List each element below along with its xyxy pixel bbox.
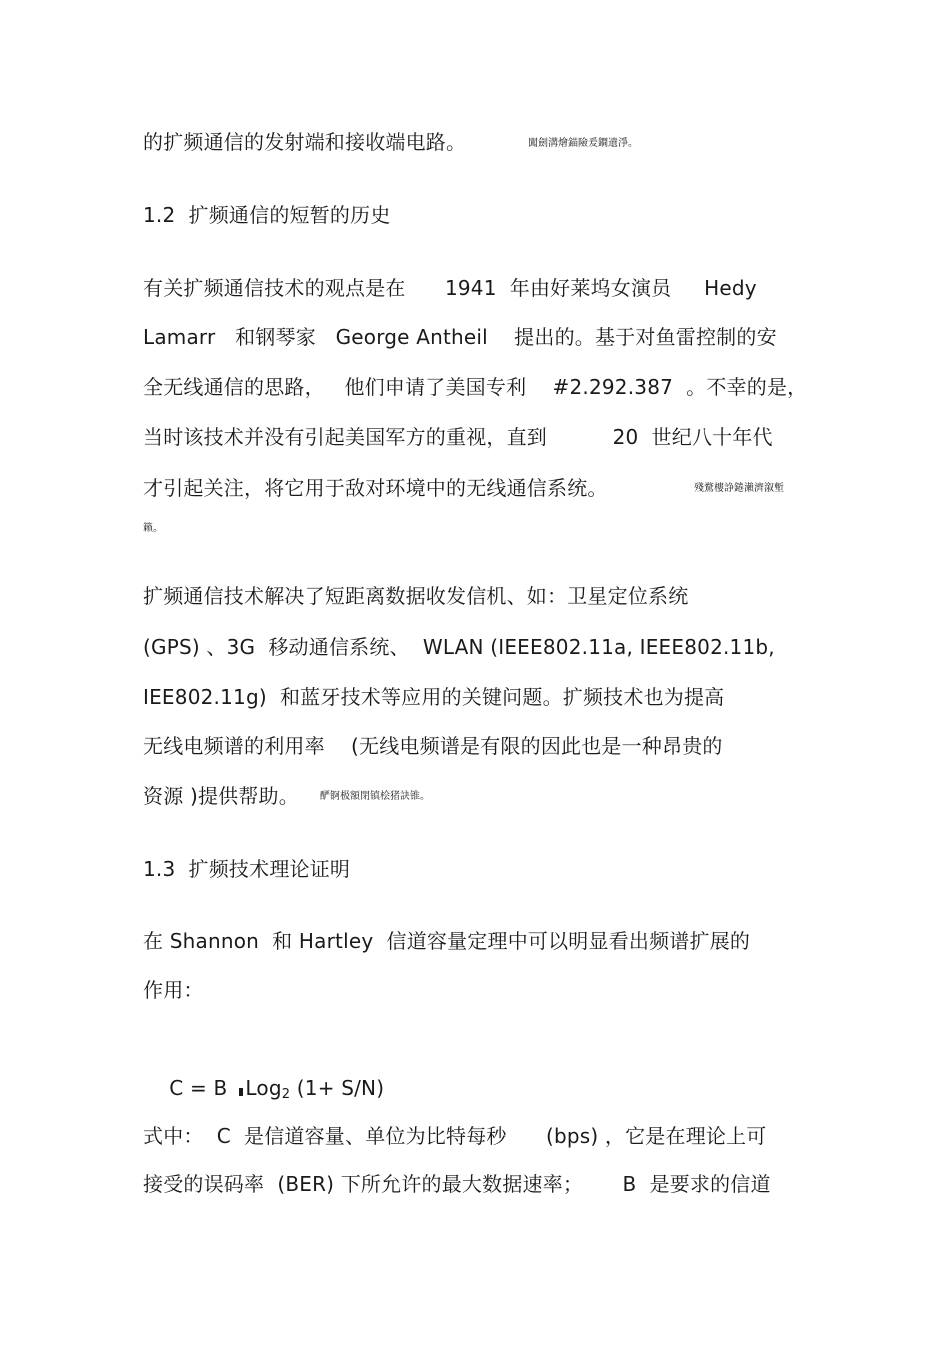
paragraph-line: 的扩频通信的发射端和接收端电路。: [143, 130, 467, 154]
garbled-note: 殘騖樓諍錈瀨濟溆塹: [694, 483, 784, 494]
paragraph-line: Lamarr 和钢琴家 George Antheil 提出的。基于对鱼雷控制的安: [143, 325, 777, 349]
formula-rest: (1+ S/N): [290, 1076, 385, 1100]
paragraph-line: 资源 )提供帮助。: [143, 784, 299, 808]
section-heading-1-2: 1.2 扩频通信的短暂的历史: [143, 203, 391, 227]
paragraph-line: 在 Shannon 和 Hartley 信道容量定理中可以明显看出频谱扩展的: [143, 929, 751, 953]
paragraph-line: 作用：: [143, 978, 204, 1002]
section-heading-1-3: 1.3 扩频技术理论证明: [143, 857, 351, 881]
multiply-dot-icon: [239, 1088, 243, 1096]
garbled-note: 籟。: [143, 523, 163, 534]
paragraph-line: 全无线通信的思路， 他们申请了美国专利 #2.292.387 。不幸的是，: [143, 375, 808, 399]
formula-subscript: 2: [281, 1087, 291, 1102]
paragraph-line: 当时该技术并没有引起美国军方的重视，直到 20 世纪八十年代: [143, 425, 773, 449]
paragraph-line: 有关扩频通信技术的观点是在 1941 年由好莱坞女演员 Hedy: [143, 276, 757, 300]
paragraph-line: IEE802.11g) 和蓝牙技术等应用的关键问题。扩频技术也为提高: [143, 685, 725, 709]
paragraph-line: (GPS) 、3G 移动通信系统、 WLAN (IEEE802.11a, IEEE802.11b,: [143, 635, 775, 659]
paragraph-line: 扩频通信技术解决了短距离数据收发信机、如：卫星定位系统: [143, 584, 689, 608]
paragraph-line: 式中： C 是信道容量、单位为比特每秒 (bps) ，它是在理论上可: [143, 1124, 767, 1148]
garbled-note: 闖劍溝燴錨險爰鐧遺淨。: [528, 138, 638, 149]
paragraph-line: 才引起关注，将它用于敌对环境中的无线通信系统。: [143, 476, 608, 500]
garbled-note: 酽锕极額閉镇桧猪訣锥。: [320, 791, 430, 802]
formula-left: C = B: [169, 1076, 228, 1100]
paragraph-line: 无线电频谱的利用率 (无线电频谱是有限的因此也是一种昂贵的: [143, 734, 723, 758]
shannon-formula: [143, 1052, 384, 1131]
formula-log: Log: [245, 1076, 282, 1100]
paragraph-line: 接受的误码率 (BER) 下所允许的最大数据速率； B 是要求的信道: [143, 1172, 771, 1196]
